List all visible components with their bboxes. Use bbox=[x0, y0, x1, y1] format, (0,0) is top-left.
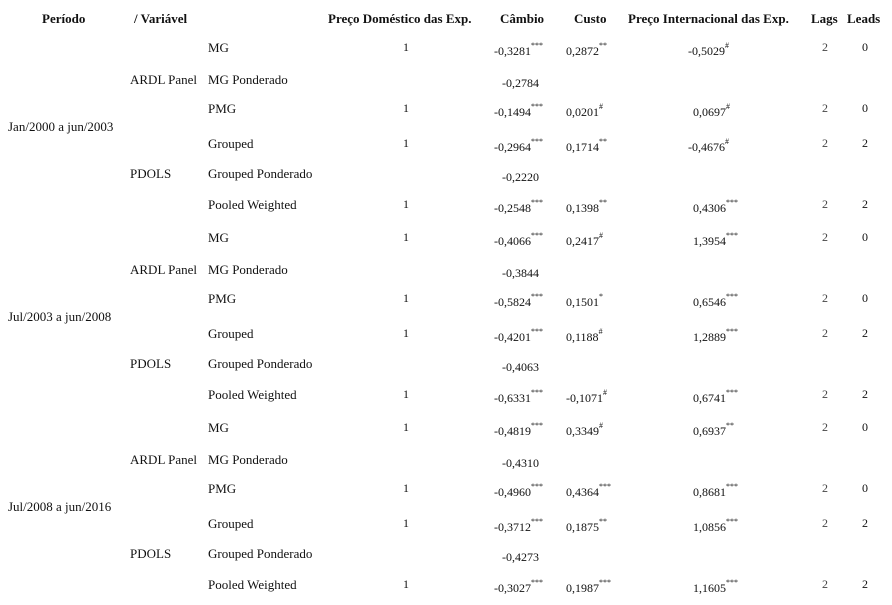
cambio-cell-value: -0,3712 bbox=[494, 520, 531, 534]
custo-cell bbox=[566, 578, 611, 596]
custo-cell bbox=[566, 231, 603, 249]
preco-internacional-cell-value: 1,0856 bbox=[693, 520, 726, 534]
preco-internacional-cell-significance: # bbox=[725, 137, 729, 146]
preco-internacional-cell-value: -0,4676 bbox=[688, 140, 725, 154]
cambio-cell bbox=[494, 388, 543, 406]
preco-internacional-cell-value: -0,5029 bbox=[688, 44, 725, 58]
cambio-cell-value: -0,2220 bbox=[502, 170, 539, 184]
leads-value: 0 bbox=[862, 101, 868, 115]
preco-internacional-cell-significance: # bbox=[726, 102, 730, 111]
custo-cell-significance: # bbox=[603, 388, 607, 397]
lags-value: 2 bbox=[822, 291, 828, 305]
preco-internacional-cell-significance: *** bbox=[726, 517, 738, 526]
preco-internacional-cell bbox=[693, 578, 738, 596]
preco-internacional-cell-significance: ** bbox=[726, 421, 734, 430]
cambio-cell-value: -0,2964 bbox=[494, 140, 531, 154]
custo-cell-value: 0,1714 bbox=[566, 140, 599, 154]
cambio-cell bbox=[494, 421, 543, 439]
header-preco-domestico: Preço Doméstico das Exp. bbox=[328, 11, 472, 26]
cambio-cell bbox=[494, 137, 543, 155]
cambio-cell-significance: *** bbox=[531, 482, 543, 491]
cambio-cell-value: -0,4960 bbox=[494, 485, 531, 499]
header-custo: Custo bbox=[574, 11, 607, 26]
cambio-cell-significance: *** bbox=[531, 231, 543, 240]
leads-value: 2 bbox=[862, 577, 868, 591]
custo-cell-value: 0,1398 bbox=[566, 201, 599, 215]
custo-cell bbox=[566, 198, 607, 216]
estimator-name: PMG bbox=[208, 101, 237, 116]
custo-cell bbox=[566, 388, 607, 406]
cambio-cell-significance: *** bbox=[531, 327, 543, 336]
custo-cell bbox=[566, 482, 611, 500]
cambio-cell-value: -0,2548 bbox=[494, 201, 531, 215]
header-preco-internacional: Preço Internacional das Exp. bbox=[628, 11, 789, 26]
header-cambio: Câmbio bbox=[500, 11, 545, 26]
cambio-cell-value: -0,6331 bbox=[494, 391, 531, 405]
cambio-cell bbox=[494, 578, 543, 596]
header-periodo: Período bbox=[42, 11, 86, 26]
cambio-cell-significance: *** bbox=[531, 137, 543, 146]
estimator-name: Grouped bbox=[208, 326, 254, 341]
custo-cell-significance: ** bbox=[599, 137, 607, 146]
cambio-cell bbox=[502, 76, 539, 91]
method-pdols: PDOLS bbox=[130, 546, 172, 561]
custo-cell-significance: * bbox=[599, 292, 603, 301]
estimator-name: Pooled Weighted bbox=[208, 197, 297, 212]
estimator-name: Pooled Weighted bbox=[208, 577, 297, 592]
preco-internacional-cell bbox=[688, 41, 729, 59]
estimator-name: MG bbox=[208, 420, 229, 435]
leads-value: 0 bbox=[862, 481, 868, 495]
preco-domestico-value: 1 bbox=[403, 516, 409, 530]
custo-cell-value: 0,0201 bbox=[566, 105, 599, 119]
preco-domestico-value: 1 bbox=[403, 230, 409, 244]
cambio-cell bbox=[494, 102, 543, 120]
cambio-cell-value: -0,4066 bbox=[494, 234, 531, 248]
custo-cell-value: 0,1987 bbox=[566, 581, 599, 595]
preco-internacional-cell-significance: *** bbox=[726, 482, 738, 491]
preco-domestico-value: 1 bbox=[403, 326, 409, 340]
lags-value: 2 bbox=[822, 387, 828, 401]
estimator-name: Grouped bbox=[208, 136, 254, 151]
cambio-cell-value: -0,3844 bbox=[502, 266, 539, 280]
custo-cell-value: 0,1188 bbox=[566, 330, 599, 344]
estimator-name: Pooled Weighted bbox=[208, 387, 297, 402]
preco-internacional-cell bbox=[693, 292, 738, 310]
cambio-cell bbox=[494, 517, 543, 535]
estimator-name: Grouped Ponderado bbox=[208, 166, 313, 181]
preco-internacional-cell-significance: *** bbox=[726, 578, 738, 587]
custo-cell-significance: ** bbox=[599, 198, 607, 207]
estimator-name: Grouped Ponderado bbox=[208, 546, 313, 561]
period-label: Jul/2008 a jun/2016 bbox=[8, 499, 112, 514]
preco-internacional-cell bbox=[693, 231, 738, 249]
estimator-name: Grouped Ponderado bbox=[208, 356, 313, 371]
cambio-cell-value: -0,3027 bbox=[494, 581, 531, 595]
preco-domestico-value: 1 bbox=[403, 387, 409, 401]
preco-internacional-cell-value: 0,6937 bbox=[693, 424, 726, 438]
preco-internacional-cell-significance: # bbox=[725, 41, 729, 50]
cambio-cell bbox=[494, 198, 543, 216]
custo-cell-value: 0,1875 bbox=[566, 520, 599, 534]
estimator-name: Grouped bbox=[208, 516, 254, 531]
custo-cell bbox=[566, 327, 603, 345]
cambio-cell bbox=[502, 456, 539, 471]
method-ardl-panel: ARDL Panel bbox=[130, 262, 198, 277]
cambio-cell-significance: *** bbox=[531, 41, 543, 50]
preco-internacional-cell-value: 0,0697 bbox=[693, 105, 726, 119]
preco-internacional-cell-value: 1,3954 bbox=[693, 234, 726, 248]
method-pdols: PDOLS bbox=[130, 166, 172, 181]
cambio-cell bbox=[502, 170, 539, 185]
preco-internacional-cell bbox=[693, 482, 738, 500]
custo-cell bbox=[566, 137, 607, 155]
preco-domestico-value: 1 bbox=[403, 136, 409, 150]
custo-cell-significance: *** bbox=[599, 578, 611, 587]
custo-cell bbox=[566, 102, 603, 120]
lags-value: 2 bbox=[822, 40, 828, 54]
method-ardl-panel: ARDL Panel bbox=[130, 72, 198, 87]
preco-internacional-cell bbox=[693, 517, 738, 535]
custo-cell-value: 0,4364 bbox=[566, 485, 599, 499]
cambio-cell bbox=[494, 292, 543, 310]
header-leads: Leads bbox=[847, 11, 881, 26]
preco-domestico-value: 1 bbox=[403, 291, 409, 305]
cambio-cell-value: -0,5824 bbox=[494, 295, 531, 309]
custo-cell-significance: # bbox=[599, 231, 603, 240]
cambio-cell-value: -0,4819 bbox=[494, 424, 531, 438]
custo-cell-significance: ** bbox=[599, 517, 607, 526]
leads-value: 2 bbox=[862, 326, 868, 340]
preco-internacional-cell-value: 0,4306 bbox=[693, 201, 726, 215]
preco-domestico-value: 1 bbox=[403, 577, 409, 591]
cambio-cell-value: -0,2784 bbox=[502, 76, 539, 90]
preco-domestico-value: 1 bbox=[403, 197, 409, 211]
lags-value: 2 bbox=[822, 481, 828, 495]
leads-value: 2 bbox=[862, 136, 868, 150]
cambio-cell-value: -0,1494 bbox=[494, 105, 531, 119]
leads-value: 2 bbox=[862, 516, 868, 530]
custo-cell bbox=[566, 517, 607, 535]
cambio-cell-significance: *** bbox=[531, 517, 543, 526]
preco-internacional-cell-significance: *** bbox=[726, 231, 738, 240]
custo-cell-value: -0,1071 bbox=[566, 391, 603, 405]
cambio-cell-significance: *** bbox=[531, 292, 543, 301]
preco-internacional-cell bbox=[693, 388, 738, 406]
method-ardl-panel: ARDL Panel bbox=[130, 452, 198, 467]
preco-internacional-cell-value: 1,1605 bbox=[693, 581, 726, 595]
header-variavel: / Variável bbox=[134, 11, 188, 26]
custo-cell-value: 0,2417 bbox=[566, 234, 599, 248]
preco-internacional-cell bbox=[693, 421, 734, 439]
custo-cell-value: 0,1501 bbox=[566, 295, 599, 309]
period-label: Jan/2000 a jun/2003 bbox=[8, 119, 114, 134]
cambio-cell bbox=[494, 482, 543, 500]
cambio-cell bbox=[494, 327, 543, 345]
cambio-cell-value: -0,4310 bbox=[502, 456, 539, 470]
lags-value: 2 bbox=[822, 326, 828, 340]
custo-cell bbox=[566, 41, 607, 59]
custo-cell bbox=[566, 292, 603, 310]
custo-cell bbox=[566, 421, 603, 439]
preco-domestico-value: 1 bbox=[403, 420, 409, 434]
cambio-cell-significance: *** bbox=[531, 421, 543, 430]
estimator-name: MG Ponderado bbox=[208, 452, 288, 467]
custo-cell-significance: *** bbox=[599, 482, 611, 491]
lags-value: 2 bbox=[822, 516, 828, 530]
custo-cell-value: 0,2872 bbox=[566, 44, 599, 58]
preco-internacional-cell-significance: *** bbox=[726, 388, 738, 397]
lags-value: 2 bbox=[822, 197, 828, 211]
preco-internacional-cell bbox=[693, 327, 738, 345]
preco-internacional-cell-value: 1,2889 bbox=[693, 330, 726, 344]
leads-value: 0 bbox=[862, 420, 868, 434]
preco-internacional-cell-value: 0,6741 bbox=[693, 391, 726, 405]
custo-cell-significance: # bbox=[599, 102, 603, 111]
leads-value: 0 bbox=[862, 40, 868, 54]
estimator-name: PMG bbox=[208, 291, 237, 306]
preco-domestico-value: 1 bbox=[403, 40, 409, 54]
preco-internacional-cell-value: 0,8681 bbox=[693, 485, 726, 499]
custo-cell-significance: # bbox=[598, 327, 603, 336]
preco-internacional-cell-significance: *** bbox=[726, 292, 738, 301]
leads-value: 2 bbox=[862, 387, 868, 401]
lags-value: 2 bbox=[822, 230, 828, 244]
cambio-cell-significance: *** bbox=[531, 388, 543, 397]
leads-value: 0 bbox=[862, 291, 868, 305]
estimator-name: PMG bbox=[208, 481, 237, 496]
preco-internacional-cell bbox=[693, 102, 730, 120]
preco-internacional-cell bbox=[693, 198, 738, 216]
cambio-cell-value: -0,4273 bbox=[502, 550, 539, 564]
lags-value: 2 bbox=[822, 577, 828, 591]
estimator-name: MG Ponderado bbox=[208, 72, 288, 87]
cambio-cell bbox=[494, 41, 543, 59]
header-lags: Lags bbox=[811, 11, 838, 26]
lags-value: 2 bbox=[822, 136, 828, 150]
leads-value: 2 bbox=[862, 197, 868, 211]
cambio-cell-significance: *** bbox=[531, 102, 543, 111]
lags-value: 2 bbox=[822, 101, 828, 115]
preco-domestico-value: 1 bbox=[403, 101, 409, 115]
preco-internacional-cell bbox=[688, 137, 729, 155]
cambio-cell-value: -0,3281 bbox=[494, 44, 531, 58]
cambio-cell bbox=[502, 550, 539, 565]
preco-domestico-value: 1 bbox=[403, 481, 409, 495]
cambio-cell-significance: *** bbox=[531, 578, 543, 587]
preco-internacional-cell-value: 0,6546 bbox=[693, 295, 726, 309]
custo-cell-value: 0,3349 bbox=[566, 424, 599, 438]
cambio-cell-value: -0,4201 bbox=[494, 330, 531, 344]
estimator-name: MG Ponderado bbox=[208, 262, 288, 277]
leads-value: 0 bbox=[862, 230, 868, 244]
lags-value: 2 bbox=[822, 420, 828, 434]
custo-cell-significance: # bbox=[599, 421, 603, 430]
estimator-name: MG bbox=[208, 40, 229, 55]
cambio-cell bbox=[502, 360, 539, 375]
estimator-name: MG bbox=[208, 230, 229, 245]
preco-internacional-cell-significance: *** bbox=[726, 327, 738, 336]
cambio-cell-significance: *** bbox=[531, 198, 543, 207]
preco-internacional-cell-significance: *** bbox=[726, 198, 738, 207]
period-label: Jul/2003 a jun/2008 bbox=[8, 309, 112, 324]
cambio-cell bbox=[494, 231, 543, 249]
custo-cell-significance: ** bbox=[599, 41, 607, 50]
method-pdols: PDOLS bbox=[130, 356, 172, 371]
cambio-cell-value: -0,4063 bbox=[502, 360, 539, 374]
cambio-cell bbox=[502, 266, 539, 281]
